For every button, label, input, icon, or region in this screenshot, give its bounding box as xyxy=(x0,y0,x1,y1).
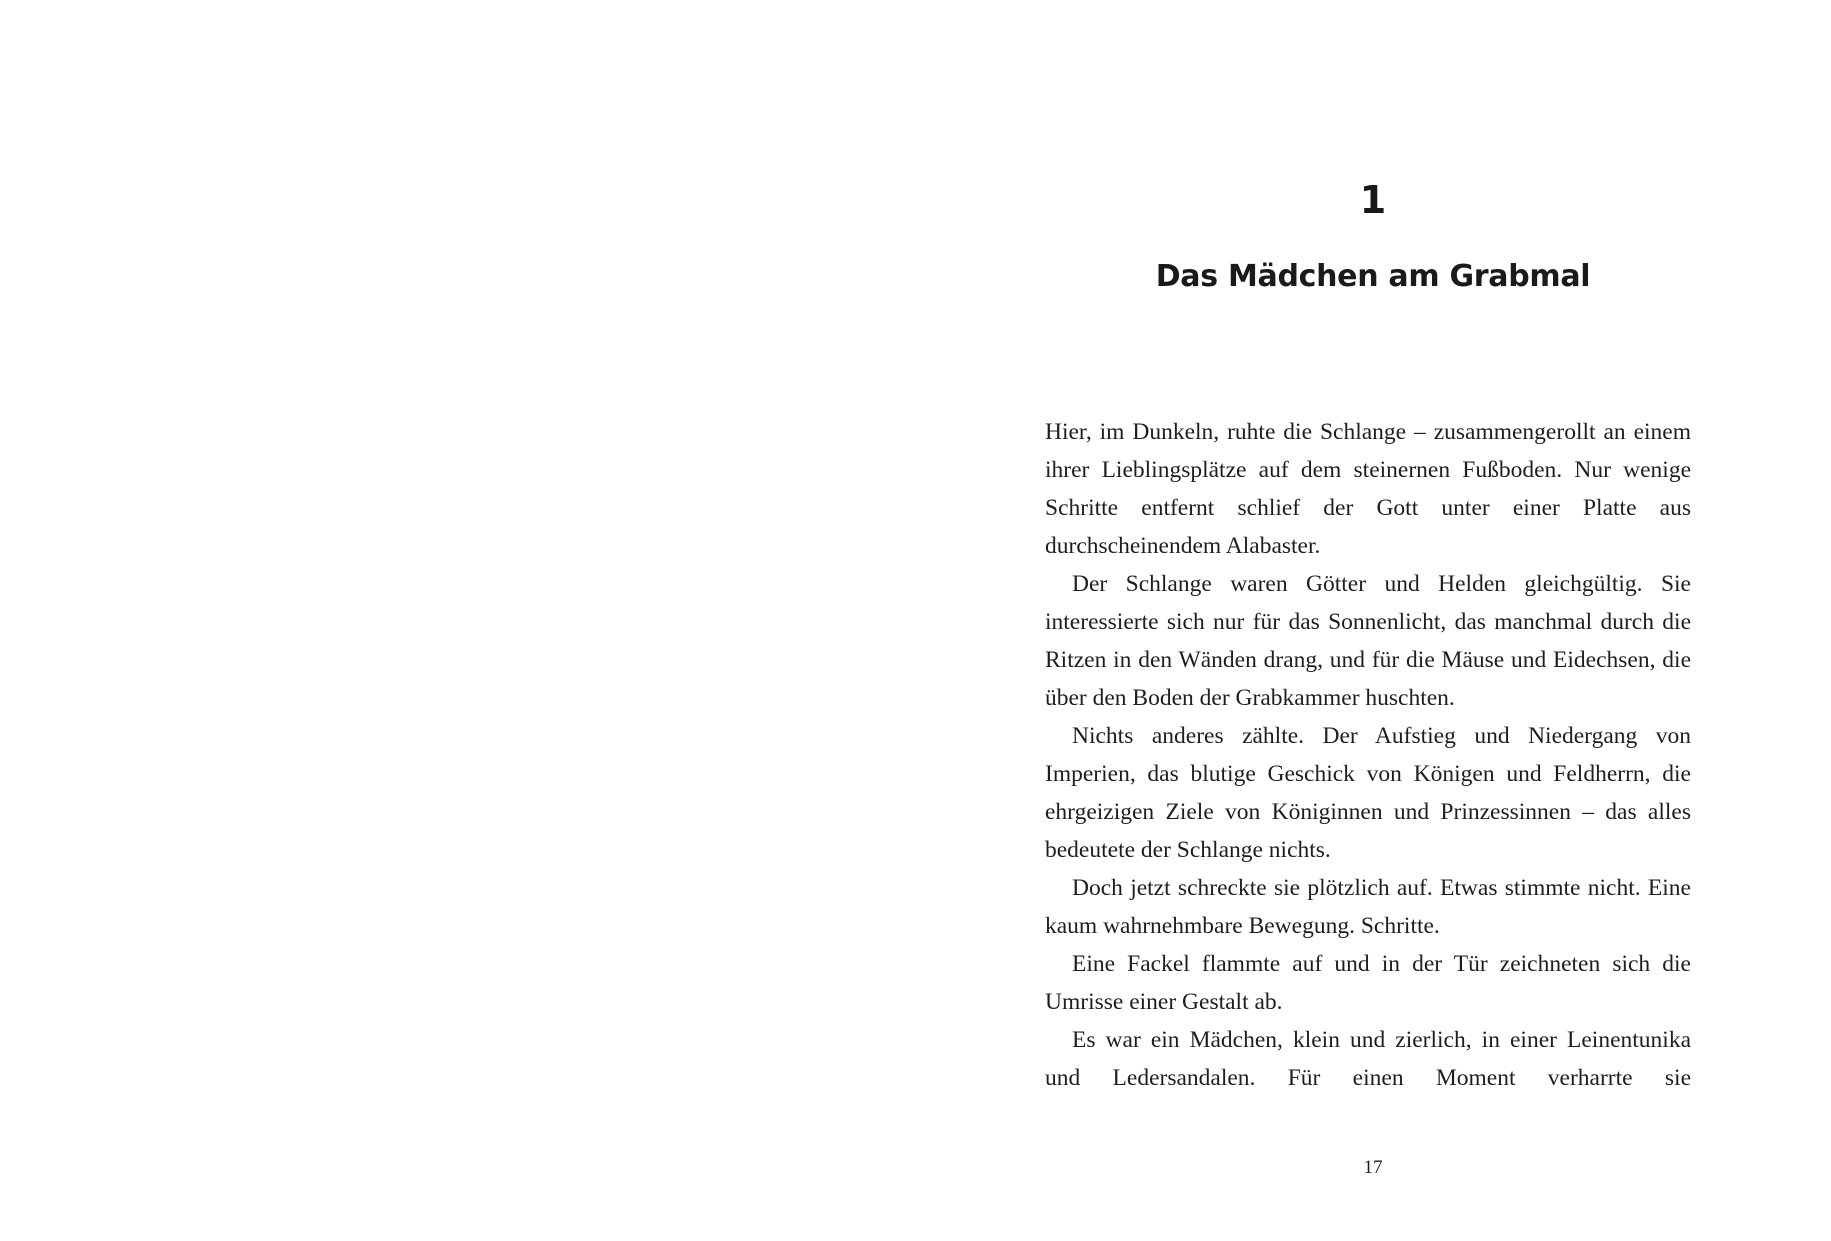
left-page-blank xyxy=(0,0,915,1241)
paragraph-1: Hier, im Dunkeln, ruhte die Schlange – zusammengerollt an einem ihrer Lieblingsplätze auf dem steinernen Fußboden. Nur wenige Schritte entfernt schlief der Gott unter einer Platte aus durchscheinendem Alabaster. xyxy=(1045,419,1691,559)
chapter-number: 1 xyxy=(1359,178,1387,222)
right-page xyxy=(915,0,1831,1241)
paragraph-3: Nichts anderes zählte. Der Aufstieg und Niedergang von Imperien, das blutige Geschick von Königen und Feldherrn, die ehrgeizigen Ziele von Königinnen und Prinzessinnen – das alles bedeutete der Schlange nichts. xyxy=(1045,723,1691,863)
paragraph-4: Doch jetzt schreckte sie plötzlich auf. Etwas stimmte nicht. Eine kaum wahrnehmbare Bewegung. Schritte. xyxy=(1045,875,1691,939)
paragraph-6: Es war ein Mädchen, klein und zierlich, in einer Leinentunika und Ledersandalen. Für einen Moment verharrte sie xyxy=(1045,1027,1691,1091)
paragraph-5: Eine Fackel flammte auf und in der Tür zeichneten sich die Umrisse einer Gestalt ab. xyxy=(1045,951,1691,1015)
page-number: 17 xyxy=(1363,1157,1383,1178)
paragraph-2: Der Schlange waren Götter und Helden gleichgültig. Sie interessierte sich nur für das Sonnenlicht, das manchmal durch die Ritzen in den Wänden drang, und für die Mäuse und Eidechsen, die über den Boden der Grabkammer huschten. xyxy=(1045,571,1691,711)
chapter-body xyxy=(1045,413,1691,1097)
chapter-title: Das Mädchen am Grabmal xyxy=(1155,259,1591,294)
